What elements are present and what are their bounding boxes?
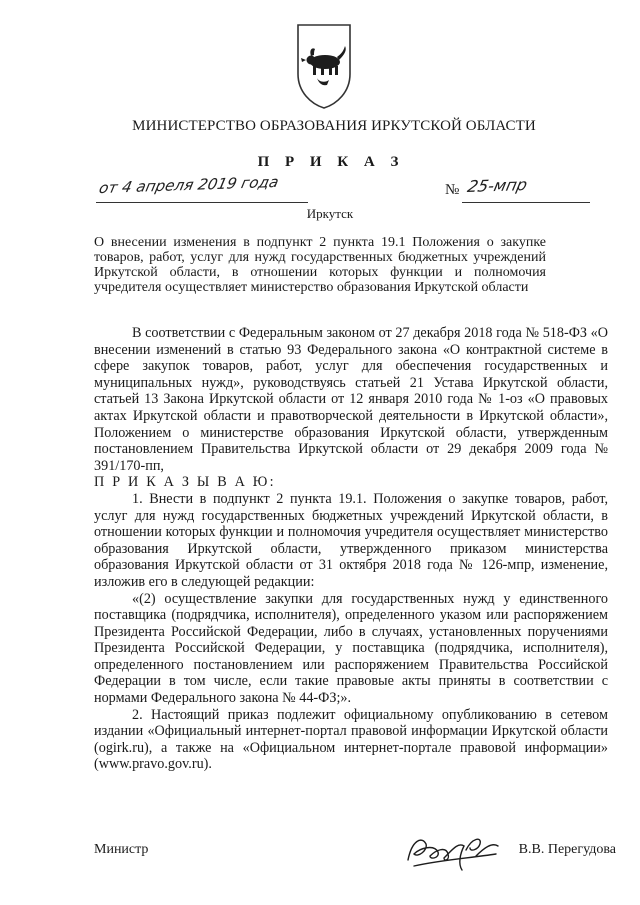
decree-heading: П Р И К А З Ы В А Ю: [94,474,276,491]
ministry-name: МИНИСТЕРСТВО ОБРАЗОВАНИЯ ИРКУТСКОЙ ОБЛАСТИ [132,118,536,134]
order-number-label: № [445,182,460,198]
order-number-field [462,176,590,203]
signature-block [94,830,616,880]
signatory-name: В.В. Перегудова [518,842,616,857]
signatory-position: Министр [94,842,149,857]
city: Иркутск [306,206,354,221]
order-date-handwritten: от 4 апреля 2019 года [97,172,281,198]
order-body [94,325,608,773]
item-1-paragraph: 1. Внести в подпункт 2 пункта 19.1. Положения о закупке товаров, работ, услуг для нужд государственных бюджетных учреждений Иркутской области, в отношении которых функции и полномочия учредителя осуществляет министерство образования Иркутской области, утвержденного приказом министерства образования Иркутской области от 31 октября 2018 года № 126-мпр, изменение, изложив его в следующей редакции: [94,490,608,590]
order-title: П Р И К А З [257,154,405,170]
coat-of-arms-icon [295,22,353,110]
preamble-paragraph: В соответствии с Федеральным законом от 27 декабря 2018 года № 518-ФЗ «О внесении изменений в статью 93 Федерального закона «О контрактной системе в сфере закупок товаров, работ, услуг для обеспечения государственных и муниципальных нужд», руководствуясь статьей 21 Устава Иркутской области, статьей 13 Закона Иркутской области от 12 января 2010 года № 1-оз «О правовых актах Иркутской области и правотворческой деятельности в Иркутской области», Положением о министерстве образования Иркутской области, утвержденным постановлением Правительства Иркутской области от 29 декабря 2009 года № 391/170-пп, [94,325,608,474]
order-date-field [96,172,308,203]
item-2-paragraph: 2. Настоящий приказ подлежит официальному опубликованию в сетевом издании «Официальный интернет-портал правовой информации Иркутской области (ogirk.ru), а также на «Официальном интернет-портале правовой информации» (www.pravo.gov.ru). [94,706,608,773]
handwritten-signature-icon [400,830,510,876]
quoted-amendment: «(2) осуществление закупки для государственных нужд у единственного поставщика (подрядчика, исполнителя), определенного указом или распоряжением Президента Российской Федерации, либо в случаях, установленных поручениями Президента Российской Федерации, у поставщика (подрядчика, исполнителя), определенного постановлением или распоряжением Правительства Российской Федерации в том числе, если такие правовые акты приняты в соответствии с нормами Федерального закона № 44-ФЗ;». [94,590,608,707]
order-subject: О внесении изменения в подпункт 2 пункта 19.1 Положения о закупке товаров, работ, услуг для нужд государственных бюджетных учреждений Иркутской области, в отношении которых функции и полномочия учредителя осуществляет министерство образования Иркутской области [94,235,546,295]
order-number-handwritten: 25-мпр [465,174,530,197]
